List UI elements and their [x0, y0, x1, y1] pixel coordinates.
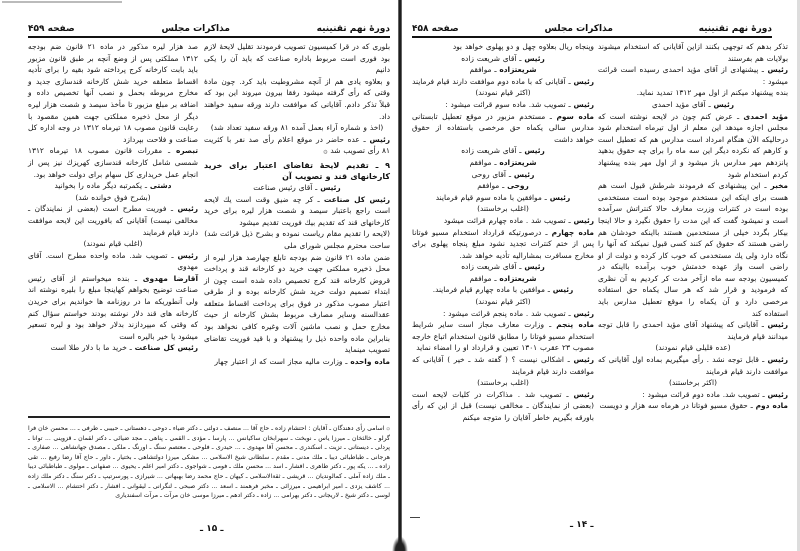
speaker-name: رئیس [524, 53, 545, 63]
header-title: مذاکرات مجلس [161, 24, 230, 34]
speaker-name: رئیس [552, 285, 574, 295]
paragraph: رئیس کل صناعت ـ خرید ما با دلار طلا است [50, 343, 198, 353]
paragraph: ساحت محترم مجلس شورای ملی [284, 240, 390, 250]
speaker-name: رئیس [320, 182, 341, 192]
speaker-name: رئیس [549, 192, 571, 202]
header-title: مذاکرات مجلس [544, 24, 613, 34]
speaker-line: رئیس ـ آقای رئیس صناعت [253, 182, 341, 192]
paragraph: (لایحه را تقدیم مقام ریاست نموده و بشرح ذیل قرائت شد) [204, 229, 390, 239]
speaker-name: شریعتزاده [499, 65, 537, 75]
paragraph: آقارضا مهدوی ـ بنده میخواستم از آقای رئیس صناعت توضیح بخواهم کهاینجا مبلغ را بلیره نوشته اند ولی آنطوریکه ما در روزنامه ها خواندیم برای خریدن کارخانه های قند دلار نوشته بودند خواستم سؤال کنم که وقتی که میپردازند بدلار خواهد بود و لیره تسعیر میشود یا خیر بالیره است [28, 273, 199, 341]
action-note: (اغلب قیام نمودند) [83, 239, 143, 249]
speaker-line: رئیس ـ آقای مؤید احمدی [652, 99, 734, 109]
speaker-name: رئیس [767, 355, 788, 365]
journal-name: دورهٔ نهم تقنینیه [698, 24, 772, 34]
speaker-name: رئیس [524, 262, 545, 272]
header-rule [412, 36, 772, 38]
speaker-name: رئیس [177, 250, 198, 260]
speaker-line: روحی ـ موافقم [477, 181, 529, 191]
paragraph: مؤید احمدی ـ عرض کنم چون در لایحه نوشته است که مجلس اجازه میدهد این معلم از اول تیرماه استخدام شود درحالیکه الآن هنگام امرداد است مدارس هم که تعطیل است و کارهم که نکرده دیگر این سه ماه را برای چه حقوق بدهید پانزدهم مهر مدارس باز میشود و از اول مهر بنده پیشنهاد کردم استخدام شود [598, 111, 789, 179]
action-note: (اکثر برخاستند) [669, 378, 717, 388]
speaker-name: شریعتزاده [499, 273, 537, 283]
paragraph: ماده چهارم ـ درصورتیکه قرارداد استخدام مسیو فوتانا پس از ختم کنترات تجدید نشود مبلغ پنجاه پهلوی برای مخارج مسافرت بمشارالیه تأدیه خواهد شد. [412, 227, 595, 260]
right-page-left-column [412, 41, 594, 424]
speaker-line: شریعتزاده ـ موافقم [469, 273, 537, 283]
page-label: صفحه ۴۵۸ [412, 24, 459, 34]
page-number-left: ـ ۱۵ ـ [200, 524, 224, 534]
paragraph: رئیس ـ آقایانی که با ماده دوم موافقت دارند قیام فرمایند [412, 76, 594, 86]
speaker-name: آقارضا مهدوی [142, 273, 199, 283]
speaker-line: شریعتزاده ـ موافقم [469, 157, 537, 167]
speaker-name: رئیس [369, 134, 390, 144]
running-head-left [28, 20, 390, 34]
speaker-name: رئیس [573, 76, 594, 86]
action-note: (عده قلیلی قیام نمودند) [655, 343, 731, 353]
paragraph: رئیس ـ فوریت مطرح است (بعضی از نمایندگان ـ مخالفی نیست) آقایانی که بافوریت این لایحه موافقت دارند قیام فرمایند [28, 204, 198, 237]
page-number-right: ـ ۱۴ ـ [570, 520, 594, 530]
speaker-line: دشتی ـ یکمرتبه دیگر ماده را بخوانید [54, 181, 172, 191]
speaker-name: رئیس [767, 389, 788, 399]
paragraph: رئیس ـ تصویب شد . ماده چهارم قرائت میشود [443, 215, 594, 225]
left-page-right-column [204, 41, 390, 421]
footnote-voters-list: ۞ اسامی رأی دهندگان ـ آقایان : احتشام زاده ـ حاج آقا ... منصف ـ دولتی ـ دکتر ضیاء ـ دوحی ـ دهستانی ـ حبیبی ـ طرفی ـ ... محسن خان فرا گرلو ـ خالثخان ـ میرزا یاس ـ نوبخت ـ سهرابخان ساکیانس ... پارسا ـ مؤدی ـ القمی ـ پناهی ـ مجد ضیائی ـ دکتر لقمان ـ قزوینی ... توانا ـ پردلی ـ دیستانی ـ تزیت ـ اسکندری ـ محسن آقا مهدوی ـ ... حیدری ـ فلوحی ـ معتصم سنگ ـ اورنگ ـ ملکی ـ مصدق جهانشاهی ... صفاری ـ هرجانی ـ طباطبائی دیبا ـ ملك مدنی ـ مقدم ـ سلطانی شیخ الاسلامی ... مشکی میرزا دولتشاهی ـ بختیار ـ داور ـ حاج آقا رضا رفیع ... تقی زاده ـ ... یکه پور ـ دکتر طاهری ـ افشار ـ اسد ... محسن ملك ـ فومی ـ شواجوی ـ دکتر امیر اعلم ـ یحیوی ... صفهانی ـ مولوی ـ طباطبائی دیبا ـ ملك زاده آملی ـ کمالوندیان ... قریشی ـ ثقةالاسلامی ـ کیهان ـ حاج محمد رضا بهبهانی ... شیرازی ـ پورسرتیپ ـ دکتر سنگ ـ دکتر ملك زاده ... کاشف یزدی ـ امیر ابراهیمی ـ میرزائی ـ مخبر فرهمند ـ اسعد ... دکتر صبحی ـ لنگرانی ـ لیقوانی ـ افشار ـ دکتر احتشام ... الاسلامی ـ لوسی ـ دکتر شیخ ـ لاریجانی ـ دکتر بهرامی ... زاده ـ دکتر ادهم ـ میرزا موسی خان مرآت ـ مرآت اسفندیاری [28, 425, 390, 500]
paragraph: ماده دوم ـ حقوق مسیو فوتانا در هرماه سه هزار و دویست [599, 401, 788, 411]
running-head-right [412, 20, 772, 34]
footnote-rule [28, 416, 390, 418]
paragraph: تبصره ـ مقررات قانون مصوب ۱۸ تیرماه ۱۳۱۲ شمسی شامل کارخانه قندسازی کهریزك نیز پس از انجام عمل خریداری کل سهام برای دولت خواهد بود. [28, 146, 198, 179]
paragraph: رئیس ـ اشکالی نیست ؟ ( گفته شد ـ خیر ) آقایانی که موافقت دارند قیام فرمایند [412, 355, 594, 376]
paragraph: و بعلاوه یادی هم از آنچه مشروطیت باید کرد. چون مادهٔ وقتی که رأی گرفته میشود رفقا بیرون میروند این بود که قبلاً تذکر دادم. آقایانی که موافقت دارند ورقه سفید خواهند داد. [204, 76, 390, 121]
speaker-name: مخبر [770, 181, 788, 191]
speaker-name: رئیس [713, 99, 734, 109]
paragraph: رئیس کل صناعت ـ کر چه ضیق وقت است یك لایحه است راجع باعتبار سیصد و شصت هزار لیره برای خرید کارخانهای قند که تقدیم بیك فوریت تقدیم میشود [204, 194, 390, 227]
speaker-name: رئیس [767, 320, 788, 330]
speaker-name: ماده سوم [556, 111, 595, 121]
small-rule-mark [410, 517, 420, 518]
header-rule [28, 36, 390, 38]
speaker-name: ماده چهارم [551, 227, 595, 237]
speaker-name: شریعتزاده [499, 157, 537, 167]
paragraph: وپنجاه ریال بعلاوه چهل و دو پهلوی خواهد بود [452, 42, 594, 51]
vote-note: (اخذ و شماره آراء بعمل آمده ۸۱ ورقه سفید تعداد شد) [210, 123, 384, 133]
paragraph: ماده واحده ـ وزارت مالیه مجاز است که از اعتبار چهار [214, 356, 390, 366]
speaker-line: رئیس ـ آقای شریعت زاده [461, 146, 545, 156]
paragraph: رئیس ـ آقایانی که پیشنهاد آقای مؤید احمدی را قابل توجه میدانند قیام فرمایند [598, 320, 788, 341]
paragraph: رئیس ـ قابل توجه نشد . رأی میگیریم بماده اول آقایانی که موافقت دارند قیام فرمایند [598, 355, 788, 376]
paragraph: ماده پنجم ـ وزارت معارف مجاز است سایر شرایط استخدام مسیو فوتانا را مطابق قانون استخدام اتباع خارجه مصوب ۲۳ عقرب ۱۳۰۱ تعیین و قرارداد او را امضاء نماید [412, 320, 594, 353]
speaker-name: ۹ [385, 160, 390, 170]
speaker-line: رئیس ـ آقای شریعت زاده [461, 53, 545, 63]
paragraph: تذکر بدهم که توجهی بکنند ازاین آقایانی که استخدام میشوند بولایات هم بفرستند [598, 42, 788, 63]
speaker-name: دشتی [149, 181, 172, 191]
speaker-name: رئیس کل صناعت [134, 343, 198, 353]
left-page-left-column [28, 41, 198, 354]
paragraph: ضمن ماده ۲۱ قانون ضم بودجه تابلغ چهارصد هزار لیره از محل ذخیره مملکتی جهت خرید دو کارخانه قند و پرداخت قروض کارخانه قند کرج تخصیص داده شده است چون از ابتداء تصمیم دولت خرید شش کارخانه بوده و از طرفی اعتبار مصوب مذکور در فوق برای پرداخت اقساط متعلقه عقدالسنه وسایر مصارف مربوط بشش کارخانه از حیث مخارج حمل و نصب ماشین آلات وغیره کافی نخواهد بود بنابراین ماده واحده ذیل را پیشنهاد و با قید فوریت تقاضای تصویب مینماید [204, 252, 391, 355]
speaker-name: ماده واحده [350, 356, 390, 366]
paragraph: رئیس ـ عده حاضر در موقع اعلام رأی صد نفر با کثریت ۸۱ رأی تصویب شد ۞ [204, 134, 390, 156]
paragraph: رئیس ـ تصویب شد. ماده دوم قرائت میشود : [642, 389, 788, 399]
paragraph: رئیس ـ تصویب شد . ماده پنجم قرائت میشود : [442, 308, 594, 318]
action-note: (اکثر قیام نمودند) [475, 88, 531, 98]
paragraph: رئیس ـ تصویب شد . مذاکرات در کلیات لایحه است (بعضی از نمایندگان ـ مخالفی نیست) قبل از این که رأی باورقه بگیریم خاطر آقایان را متوجه میکنم [412, 389, 594, 422]
speaker-name: رئیس [573, 215, 594, 225]
speaker-name: رئیس [573, 99, 594, 109]
paragraph: رئیس ـ تصویب شد. ماده واحده مطرح است. آقای مهدوی [28, 250, 198, 272]
speaker-name: رئیس [573, 308, 594, 318]
speaker-line: شریعتزاده ـ موافقم [469, 65, 537, 75]
paragraph: رئیس ـ تصویب شد. ماده سوم قرائت میشود : [445, 99, 594, 109]
section-title: ۹ ـ تقدیم لایحهٔ تقاضای اعتبار برای خرید کارخانهای قند و تصویب آن [204, 160, 390, 181]
speaker-name: رئیس [177, 204, 198, 214]
paragraph: رئیس ـ پیشنهادی از آقای مؤید احمدی رسیده است قرائت میشود : [598, 65, 788, 86]
speaker-name: تبصره [175, 146, 198, 156]
speaker-name: رئیس کل صناعت [323, 194, 390, 204]
speaker-line: رئیس ـ آقای شریعت زاده [461, 262, 545, 272]
paragraph: بلوری که در قرا کمیسیون تصویب فرمودند تقلیل لایحهٔ لازم بود فوری است مربوط باداره صناعت که باید آن را یکی دانیم [204, 42, 390, 75]
page-label: صفحه ۴۵۹ [28, 24, 75, 34]
paragraph: بنده پیشنهاد میکنم از اول مهر ۱۳۱۲ تمدید نماید. [636, 88, 788, 98]
speaker-name: مؤید احمدی [743, 111, 789, 121]
action-note: (اکثر قیام نمودند) [475, 297, 531, 307]
journal-name: دورهٔ نهم تقنینیه [316, 24, 390, 34]
speaker-name: رئیس [573, 355, 594, 365]
speaker-name: رئیس [573, 389, 594, 399]
speaker-name: ماده دوم [755, 401, 788, 411]
speaker-line: رئیس ـ موافقین با ماده چهارم قیام فرمایند. [432, 285, 574, 295]
speaker-name: رئیس [767, 65, 788, 75]
speaker-name: رئیس [513, 169, 535, 179]
speaker-name: ماده پنجم [556, 320, 594, 330]
action-note: (بشرح فوق خوانده شد) [75, 192, 151, 202]
action-note: (اغلب برخاستند) [477, 204, 529, 214]
speaker-name: روحی [507, 181, 529, 191]
paragraph: مخبر ـ این پیشنهادی که فرمودند شرطش قبول است هم هست برای اینکه این مستخدم موجود بوده است مستخدمی بوده است در کنترات وزرت معارف حالا کنتراتش سرآمده است و نمیشود گفت که این مدت را حقوق نگیرد و حالا اینجا بیکار بگردد خیلی از مستخدمین هستند بااینکه خودشان هم راضی هستند که حقوق کم کنند کسی قبول نمیکند که آنها را نگاه دارد ولی یك مستخدمی که خوب کار کرده و دولت از او راضی است واز عهده خدمتش خوب برآمده بااینکه در کمیسیون بودجه سه ماه ازآخر مدت کر کردیم به آن نظری که فرمودید و قرار شد که هر سال یکماه حق استفاده مرخصی دارد و آن یکماه را موقع تعطیل مدارس باید استفاده کند [598, 181, 788, 318]
speaker-line: رئیس ـ آقای روحی [471, 169, 535, 179]
speaker-name: رئیس [524, 146, 545, 156]
paragraph: صد هزار لیره مذکور در ماده ۲۱ قانون ضم بودجه ۱۳۱۲ مملکتی پس از وضع آنچه بر طبق قانون مزبور باید بابت کارخانه کرج پرداخته شود بقیه را برای تأدیه اقساط متعلقه خرید شش کارخانه قندسازی جدید و مخارج مربوطه بحمل و نصب آنها تخصیص داده و اضافه بر مبلغ مزبور تا مأخذ سیصد و شصت هزار لیره دیگر از محل ذخیره مملکتی جهت همین مقصود با رعایت قانون مصوب ۱۸ تیرماه ۱۳۱۲ در وجه اداره کل صناعت و فلاحت بپردازد [28, 42, 199, 144]
speaker-line: رئیس ـ موافقین با ماده سوم قیام فرمایند [435, 192, 571, 202]
paragraph: ماده سوم ـ مستخدم مزبور در موقع تعطیل تابستانی مدارس سالی یکماه حق مرخصی باستفاده از حقوق خواهد داشت [412, 111, 595, 144]
right-page-right-column [598, 41, 788, 412]
action-note: (اغلب برخاستند) [477, 378, 529, 388]
